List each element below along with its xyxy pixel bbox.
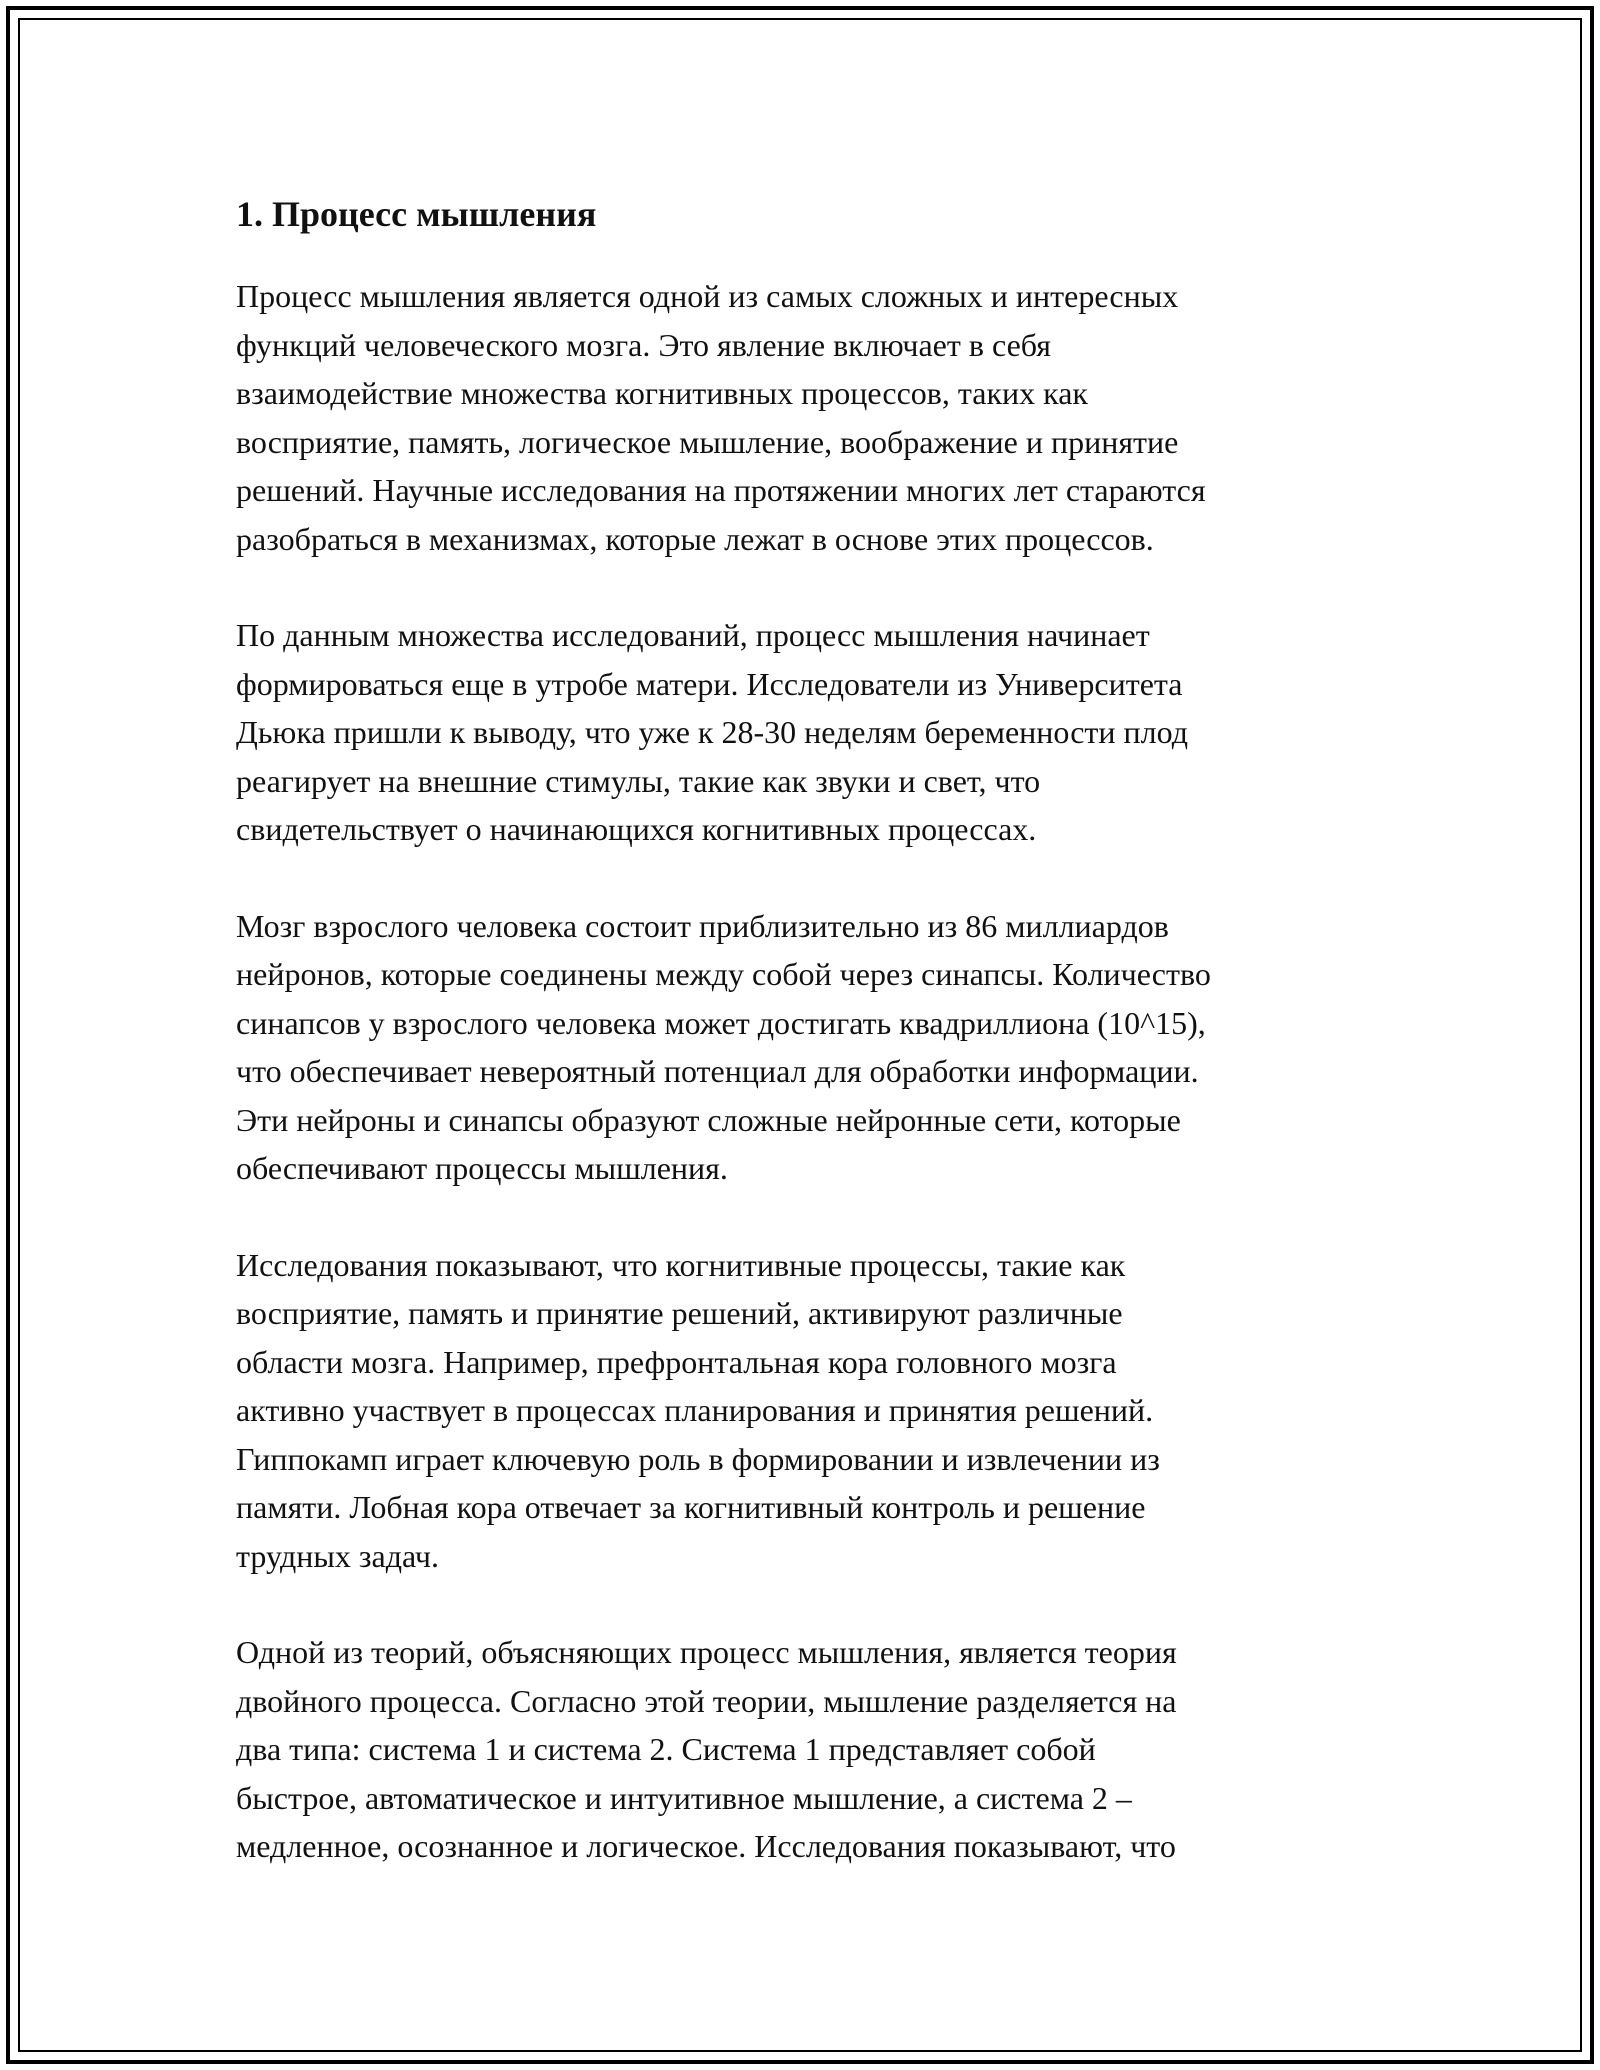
text-line: памяти. Лобная кора отвечает за когнитивный контроль и решение	[236, 1489, 1146, 1525]
text-line: два типа: система 1 и система 2. Система 1 представляет собой	[236, 1731, 1096, 1767]
paragraph-2	[236, 611, 1416, 854]
text-line: восприятие, память и принятие решений, активируют различные	[236, 1295, 1123, 1331]
text-line: формироваться еще в утробе матери. Исследователи из Университета	[236, 665, 1183, 702]
text-line: реагирует на внешние стимулы, такие как звуки и свет, что	[236, 762, 1041, 799]
text-line: медленное, осознанное и логическое. Исследования показывают, что	[236, 1828, 1176, 1864]
paragraph-5	[236, 1628, 1416, 1871]
text-line: решений. Научные исследования на протяжении многих лет стараются	[236, 472, 1206, 508]
text-line: Исследования показывают, что когнитивные процессы, такие как	[236, 1246, 1126, 1283]
text-line: Эти нейроны и синапсы образуют сложные нейронные сети, которые	[236, 1101, 1181, 1138]
text-line: что обеспечивает невероятный потенциал для обработки информации.	[236, 1053, 1199, 1089]
text-line: обеспечивают процессы мышления.	[236, 1150, 728, 1186]
text-line: быстрое, автоматическое и интуитивное мышление, а система 2 –	[236, 1779, 1132, 1816]
text-line: Гиппокамп играет ключевую роль в формировании и извлечении из	[236, 1440, 1160, 1477]
text-line: активно участвует в процессах планирования и принятия решений.	[236, 1392, 1154, 1428]
paragraph-3	[236, 902, 1416, 1193]
text-line: Одной из теорий, объясняющих процесс мышления, является теория	[236, 1634, 1177, 1670]
text-line: функций человеческого мозга. Это явление включает в себя	[236, 326, 1051, 363]
text-line: По данным множества исследований, процесс мышления начинает	[236, 617, 1150, 653]
text-line: Дьюка пришли к выводу, что уже к 28-30 неделям беременности плод	[236, 714, 1188, 750]
text-line: двойного процесса. Согласно этой теории, мышление разделяется на	[236, 1682, 1177, 1719]
text-line: восприятие, память, логическое мышление, воображение и принятие	[236, 423, 1179, 460]
text-line: трудных задач.	[236, 1537, 439, 1574]
document-body	[236, 184, 1416, 1919]
text-line: разобраться в механизмах, которые лежат в основе этих процессов.	[236, 520, 1154, 557]
text-line: свидетельствует о начинающихся когнитивных процессах.	[236, 811, 1037, 847]
section-heading: 1. Процесс мышления	[236, 194, 597, 234]
text-line: области мозга. Например, префронтальная кора головного мозга	[236, 1343, 1117, 1380]
text-line: синапсов у взрослого человека может достигать квадриллиона (10^15),	[236, 1004, 1206, 1041]
paragraph-4	[236, 1241, 1416, 1581]
text-line: нейронов, которые соединены между собой через синапсы. Количество	[236, 956, 1211, 992]
text-line: взаимодействие множества когнитивных процессов, таких как	[236, 375, 1088, 411]
paragraph-1	[236, 272, 1416, 563]
text-line: Процесс мышления является одной из самых сложных и интересных	[236, 278, 1179, 314]
text-line: Мозг взрослого человека состоит приблизительно из 86 миллиардов	[236, 907, 1169, 944]
